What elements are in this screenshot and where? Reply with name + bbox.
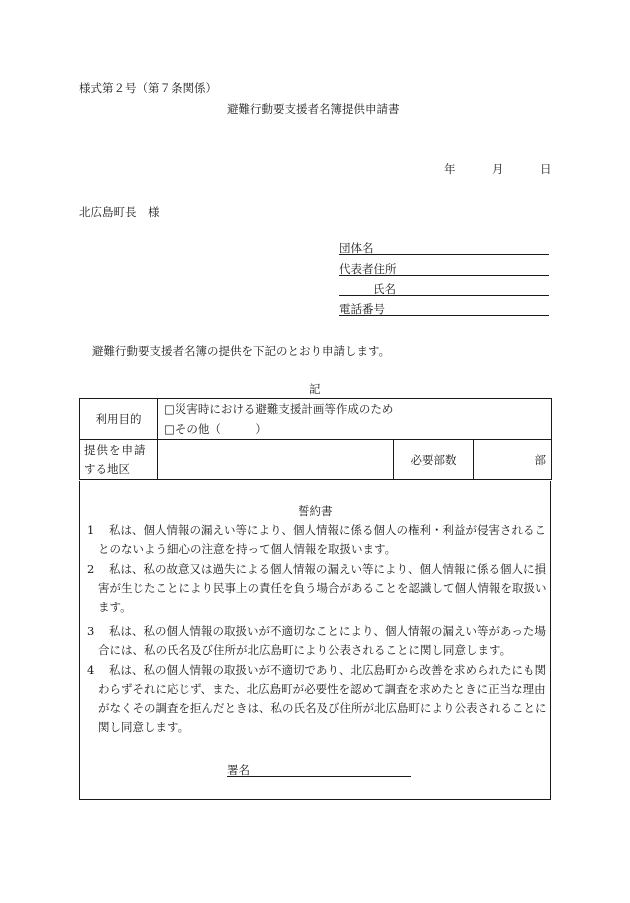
phone-label: 電話番号	[339, 302, 385, 316]
date-year: 年	[444, 162, 456, 176]
date-month: 月	[492, 162, 504, 176]
pledge-item-2	[87, 560, 547, 617]
pledge-item-3	[87, 622, 547, 660]
pledge-item-text: 私は、私の故意又は過失による個人情報の漏えい等により、個人情報に係る個人に損害が生じたことにより民事上の責任を負う場合があることを認識して個人情報を取扱います。	[98, 562, 547, 614]
rep-address-label: 代表者住所	[339, 262, 397, 276]
area-label-line1: 提供を申請	[84, 442, 147, 457]
purpose-option-other[interactable]: □その他（ ）	[164, 422, 267, 436]
pledge-item-text: 私は、私の個人情報の取扱いが不適切なことにより、個人情報の漏えい等があった場合には、私の氏名及び住所が北広島町により公表されることに関し同意します。	[98, 624, 546, 657]
rep-name-field[interactable]	[339, 281, 549, 296]
copies-unit: 部	[534, 452, 546, 467]
purpose-option-disaster[interactable]: □災害時における避難支援計画等作成のため	[164, 402, 394, 416]
purpose-label: 利用目的	[80, 399, 158, 440]
pledge-item-text: 私は、私の個人情報の取扱いが不適切であり、北広島町から改善を求められたにも関わらずそれに応じず、また、北広島町が必要性を認めて調査を求めたときに正当な理由がなくその調査を拒んだときは、私の氏名及び住所が北広島町により公表されることに関し同意します。	[98, 663, 547, 734]
pledge-item-text: 私は、個人情報の漏えい等により、個人情報に係る個人の権利・利益が侵害されることのないよう細心の注意を持って個人情報を取扱います。	[98, 523, 546, 556]
document-title: 避難行動要支援者名簿提供申請書	[227, 102, 400, 116]
rep-address-field[interactable]	[339, 261, 549, 276]
copies-label: 必要部数	[394, 440, 474, 480]
signature-label: 署名	[227, 763, 250, 777]
area-label-line2: する地区	[84, 461, 130, 476]
pledge-title: 誓約書	[298, 504, 333, 518]
pledge-item-1	[87, 521, 547, 559]
org-name-field[interactable]	[339, 240, 549, 255]
signature-field[interactable]	[227, 762, 411, 777]
pledge-item-number: 2	[87, 562, 95, 576]
addressee: 北広島町長 様	[79, 205, 160, 219]
request-table	[79, 398, 552, 480]
pledge-item-number: 1	[87, 523, 95, 537]
phone-field[interactable]	[339, 301, 549, 316]
request-text: 避難行動要支援者名簿の提供を下記のとおり申請します。	[92, 344, 391, 358]
pledge-item-number: 3	[87, 624, 95, 638]
ki-label: 記	[309, 382, 321, 396]
date-day: 日	[540, 162, 552, 176]
pledge-item-4	[87, 661, 547, 737]
form-number: 様式第２号（第７条関係）	[79, 81, 217, 95]
rep-name-label: 氏名	[373, 282, 396, 296]
purpose-options	[158, 399, 552, 440]
area-input[interactable]	[158, 440, 394, 480]
pledge-item-number: 4	[87, 663, 95, 677]
area-label	[80, 440, 158, 480]
org-name-label: 団体名	[339, 241, 374, 255]
copies-input[interactable]	[474, 440, 552, 480]
